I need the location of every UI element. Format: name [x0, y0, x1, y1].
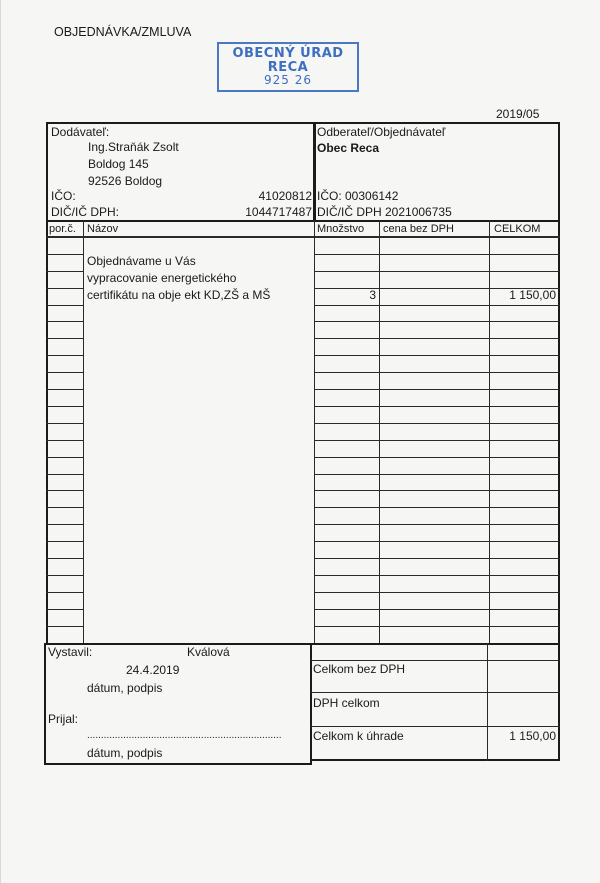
- office-stamp: [217, 42, 359, 92]
- table-row-line: [314, 507, 560, 508]
- table-row-line: [46, 474, 83, 475]
- supplier-dic-label: DIČ/IČ DPH:: [51, 205, 120, 219]
- customer-name: Obec Reca: [317, 141, 380, 155]
- document-title: OBJEDNÁVKA/ZMLUVA: [54, 25, 192, 39]
- table-row-line: [46, 440, 83, 441]
- table-row-line: [46, 254, 83, 255]
- table-header-divider: [46, 236, 560, 238]
- table-row-line: [314, 558, 560, 559]
- header-no: por.č.: [49, 223, 76, 235]
- header-qty: Množstvo: [317, 223, 365, 235]
- supplier-ico-label: IČO:: [51, 189, 76, 203]
- table-row-line: [46, 406, 83, 407]
- customer-ico: IČO: 00306142: [317, 189, 399, 203]
- table-row-line: [314, 321, 560, 322]
- table-row-line: [46, 271, 83, 272]
- table-row-line: [314, 372, 560, 373]
- item-line-3: certifikátu na obje ekt KD,ZŠ a MŠ: [87, 288, 271, 302]
- table-column-divider: [489, 220, 490, 645]
- totals-line-2: [310, 692, 560, 693]
- table-column-divider: [314, 220, 315, 645]
- supplier-dic: 1044717487: [245, 205, 312, 219]
- table-row-line: [46, 524, 83, 525]
- table-row-line: [46, 321, 83, 322]
- table-row-line: [314, 355, 560, 356]
- issued-date: 24.4.2019: [126, 663, 180, 677]
- totals-line-1: [310, 660, 560, 661]
- table-row-line: [314, 457, 560, 458]
- table-row-line: [46, 541, 83, 542]
- supplier-name: Ing.Straňák Zsolt: [88, 140, 179, 154]
- table-row-line: [314, 423, 560, 424]
- table-row-line: [314, 389, 560, 390]
- table-row-line: [314, 271, 560, 272]
- table-column-divider: [379, 220, 380, 645]
- supplier-ico: 41020812: [258, 189, 312, 203]
- table-row-line: [314, 524, 560, 525]
- table-row-line: [46, 305, 83, 306]
- date-sign-1: dátum, podpis: [87, 681, 163, 695]
- signature-dots: ......................................................................: [87, 730, 282, 741]
- vat-total-label: DPH celkom: [313, 696, 380, 710]
- header-name: Názov: [87, 223, 119, 235]
- table-row-line: [46, 575, 83, 576]
- supplier-city: 92526 Boldog: [88, 174, 163, 188]
- total-to-pay-value: 1 150,00: [509, 729, 556, 743]
- table-row-line: [46, 372, 83, 373]
- header-total: CELKOM: [494, 223, 541, 235]
- table-row-line: [46, 490, 83, 491]
- table-row-line: [46, 626, 83, 627]
- table-row-line: [46, 609, 83, 610]
- issued-label: Vystavil:: [48, 645, 93, 659]
- table-row-line: [46, 457, 83, 458]
- table-row-line: [314, 305, 560, 306]
- table-row-line: [46, 423, 83, 424]
- customer-dic: DIČ/IČ DPH 2021006735: [317, 205, 452, 219]
- table-row-line: [46, 288, 83, 289]
- table-row-line: [314, 338, 560, 339]
- table-row-line: [314, 609, 560, 610]
- header-price: cena bez DPH: [383, 223, 454, 235]
- stamp-line-1: OBECNÝ ÚRAD: [232, 46, 344, 61]
- stamp-line-3: 925 26: [264, 73, 312, 87]
- table-row-line: [314, 440, 560, 441]
- item-total: 1 150,00: [509, 288, 556, 302]
- order-number: 2019/05: [496, 107, 540, 121]
- item-qty: 3: [369, 288, 376, 302]
- supplier-street: Boldog 145: [88, 157, 149, 171]
- item-line-2: vypracovanie energetického: [87, 271, 237, 285]
- totals-line-3: [310, 726, 560, 727]
- table-row-line: [46, 592, 83, 593]
- table-column-divider: [83, 220, 84, 645]
- date-sign-2: dátum, podpis: [87, 746, 163, 760]
- item-line-1: Objednávame u Vás: [87, 254, 196, 268]
- table-row-line: [314, 592, 560, 593]
- table-row-line: [314, 254, 560, 255]
- table-row-line: [314, 406, 560, 407]
- total-without-vat-label: Celkom bez DPH: [313, 662, 406, 676]
- table-row-line: [314, 490, 560, 491]
- stamp-line-2: RECA: [267, 60, 309, 75]
- issued-by: Kválová: [187, 645, 230, 659]
- table-row-line: [314, 474, 560, 475]
- table-row-line: [46, 338, 83, 339]
- table-row-line: [46, 355, 83, 356]
- table-row-line: [46, 507, 83, 508]
- received-label: Prijal:: [48, 712, 79, 726]
- table-row-line: [314, 626, 560, 627]
- table-row-line: [46, 389, 83, 390]
- customer-label: Odberateľ/Objednávateľ: [317, 125, 446, 139]
- table-row-line: [46, 558, 83, 559]
- table-row-line: [314, 575, 560, 576]
- table-row-line: [314, 541, 560, 542]
- total-to-pay-label: Celkom k úhrade: [313, 729, 404, 743]
- signature-box: [44, 643, 312, 765]
- supplier-label: Dodávateľ:: [51, 125, 110, 139]
